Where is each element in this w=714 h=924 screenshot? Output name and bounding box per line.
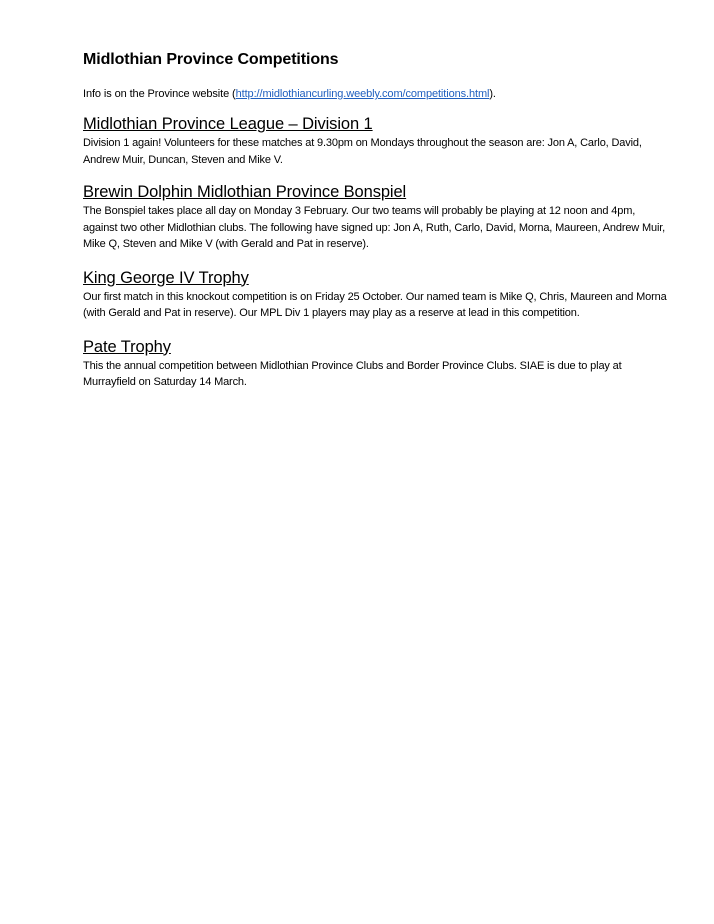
section-mpl-division-1 bbox=[83, 113, 668, 168]
section-body: The Bonspiel takes place all day on Monday 3 February. Our two teams will probably be playing at 12 noon and 4pm, against two other Midlothian clubs. The following have signed up: Jon A, Ruth, Carlo, David, Morna, Maureen, Andrew Muir, Mike Q, Steven and Mike V (with Gerald and Pat in reserve). bbox=[83, 205, 666, 250]
section-pate-trophy bbox=[83, 336, 668, 391]
province-website-link[interactable]: http://midlothiancurling.weebly.com/competitions.html bbox=[235, 88, 490, 100]
section-bonspiel bbox=[83, 181, 668, 253]
section-heading: King George IV Trophy bbox=[83, 268, 249, 287]
intro-text-before: Info is on the Province website ( bbox=[83, 88, 236, 100]
document-title: Midlothian Province Competitions bbox=[83, 51, 339, 68]
section-heading: Brewin Dolphin Midlothian Province Bonspiel bbox=[83, 183, 407, 201]
intro-text-after: ). bbox=[489, 88, 496, 100]
section-body: This the annual competition between Midlothian Province Clubs and Border Province Clubs. SIAE is due to play at Murrayfield on Saturday 14 March. bbox=[83, 359, 622, 388]
intro-paragraph bbox=[83, 86, 668, 102]
section-body: Division 1 again! Volunteers for these matches at 9.30pm on Mondays throughout the season are: Jon A, Carlo, David, Andrew Muir, Duncan, Steven and Mike V. bbox=[83, 137, 642, 166]
document-page bbox=[83, 50, 668, 391]
section-heading: Midlothian Province League – Division 1 bbox=[83, 115, 373, 133]
section-king-george-iv-trophy bbox=[83, 267, 668, 322]
section-body: Our first match in this knockout competition is on Friday 25 October. Our named team is Mike Q, Chris, Maureen and Morna (with Gerald and Pat in reserve). Our MPL Div 1 players may play as a reserve at lead in this competition. bbox=[83, 290, 667, 319]
section-heading: Pate Trophy bbox=[83, 337, 171, 356]
